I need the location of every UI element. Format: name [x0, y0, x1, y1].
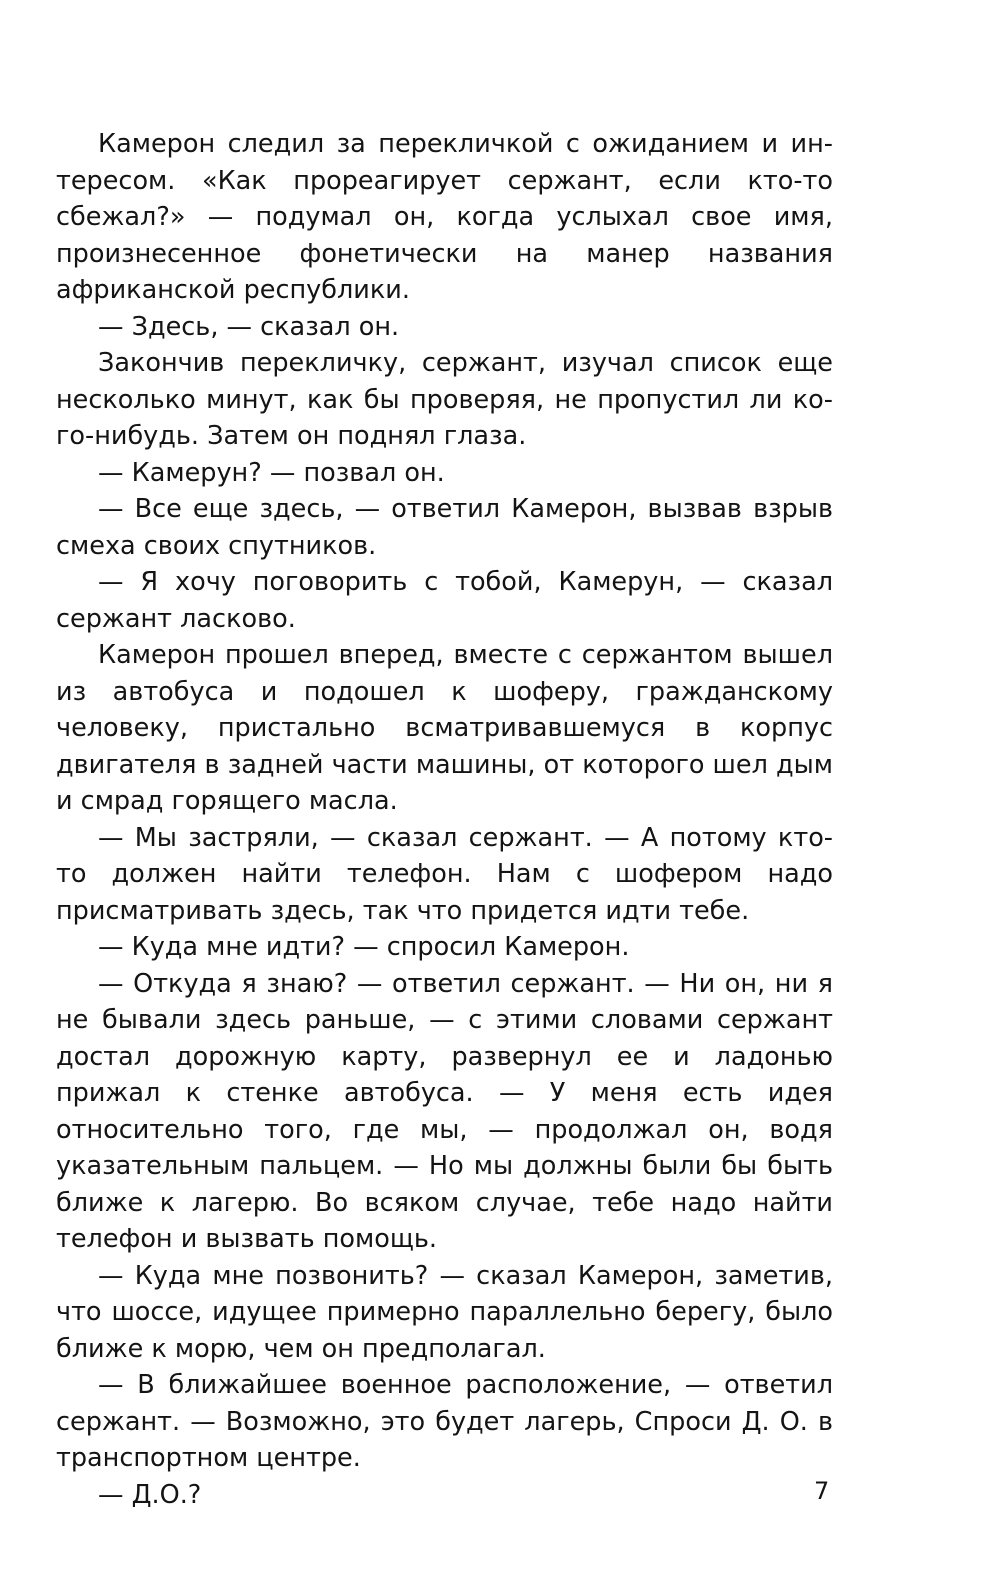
paragraph: — Мы застряли, — сказал сержант. — А потому кто-то должен найти телефон. Нам с шофером надо присматривать здесь, так что придется идти тебе.: [56, 822, 833, 926]
paragraph: Камерон прошел вперед, вместе с сержантом вышел из автобуса и подошел к шоферу, гражданскому человеку, пристально всматривавшемуся в корпус двигателя в задней части машины, от которого шел дым и смрад горящего масла.: [56, 640, 833, 816]
paragraph: Камерон следил за перекличкой с ожиданием и интересом. «Как прореагирует сержант, если кто-то сбежал?» — подумал он, когда услыхал свое имя, произнесенное фонетически на манер названия африканской республики.: [56, 129, 833, 305]
paragraph: — Д.О.?: [98, 1479, 202, 1510]
paragraph: — Куда мне позвонить? — сказал Камерон, заметив, что шоссе, идущее примерно параллельно берегу, было ближе к морю, чем он предполагал.: [56, 1260, 833, 1364]
page-number: 7: [814, 1477, 830, 1505]
page-text-block: [56, 126, 833, 1513]
paragraph: — Камерун? — позвал он.: [98, 457, 445, 488]
paragraph: — Здесь, — сказал он.: [98, 311, 400, 342]
paragraph: — Я хочу поговорить с тобой, Камерун, — сказал сержант ласково.: [56, 567, 833, 634]
paragraph: Закончив перекличку, сержант, изучал список еще несколько минут, как бы проверяя, не пропустил ли кого-нибудь. Затем он поднял глаза.: [56, 348, 833, 451]
paragraph: — Откуда я знаю? — ответил сержант. — Ни он, ни я не бывали здесь раньше, — с этими словами сержант достал дорожную карту, развернул ее и ладонью прижал к стенке автобуса. — У меня есть идея относительно того, где мы, — продолжал он, водя указательным пальцем. — Но мы должны были бы быть ближе к лагерю. Во всяком случае, тебе надо найти телефон и вызвать помощь.: [56, 968, 833, 1254]
paragraph: — В ближайшее военное расположение, — ответил сержант. — Возможно, это будет лагерь, Спроси Д. О. в транспортном центре.: [56, 1370, 833, 1473]
paragraph: — Куда мне идти? — спросил Камерон.: [98, 932, 630, 962]
paragraph: — Все еще здесь, — ответил Камерон, вызвав взрыв смеха своих спутников.: [56, 494, 833, 561]
